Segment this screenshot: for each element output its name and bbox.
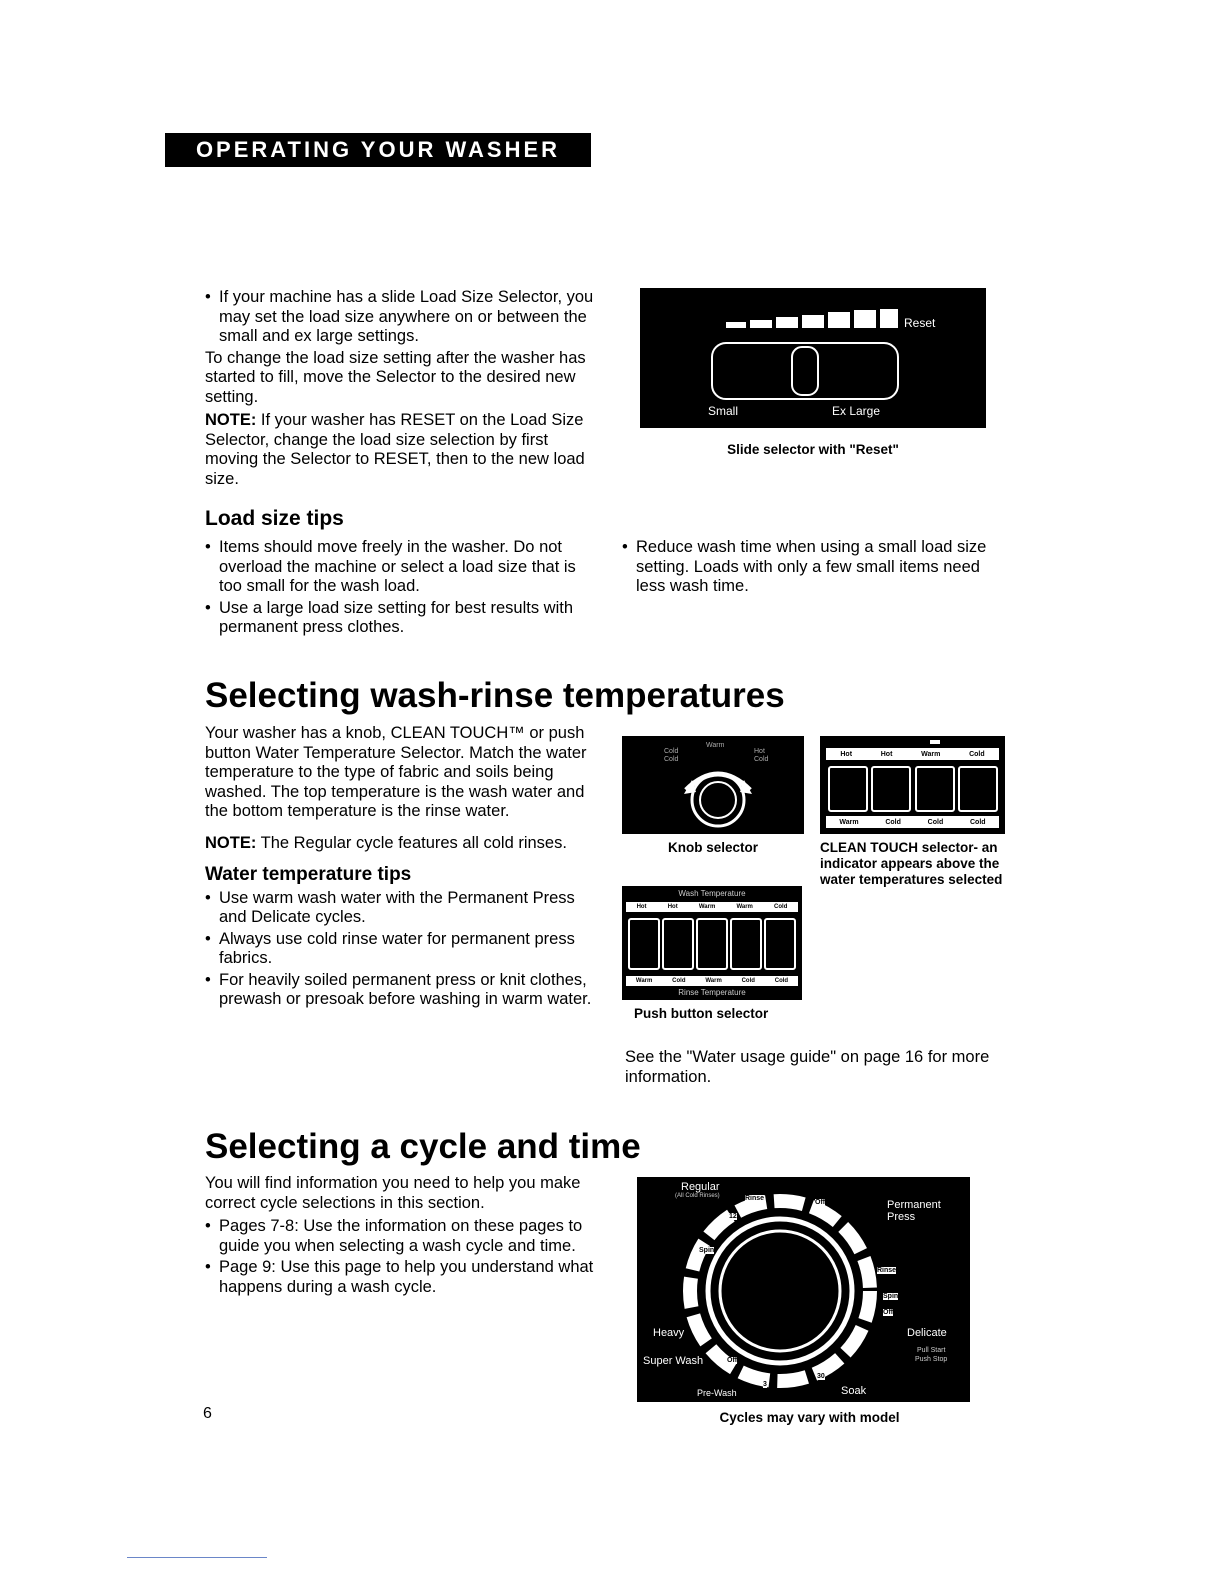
water-tip-item: • For heavily soiled permanent press or knit clothes, prewash or presoak before washing in warm water. [205,971,605,1010]
clean-touch-caption: CLEAN TOUCH selector- an indicator appears above the water temperatures selected [820,840,1003,887]
dial-mark: Off [815,1199,826,1206]
load-intro-bullet: • If your machine has a slide Load Size Selector, you may set the load size anywhere on or between the small and ex large settings. [205,288,600,347]
slide-selector-illustration [640,288,986,428]
temp-buttons [628,918,796,970]
rinse-temp-label: Cold [970,818,986,826]
dial-mark: Rinse [877,1267,897,1274]
wash-temp-label: Hot [636,904,647,910]
temp-button[interactable] [628,918,660,970]
load-intro-paragraph: To change the load size setting after the washer has started to fill, move the Selector to the desired new setting. [205,348,586,406]
knob-label: Cold [664,748,679,755]
cycle-dial-illustration [637,1177,970,1402]
wash-temp-row [626,902,798,912]
soak-label: Soak [841,1385,867,1397]
small-label: Small [708,404,739,418]
rinse-temp-label: Cold [672,978,686,984]
rinse-temp-label: Cold [774,978,789,984]
reset-label: Reset [904,316,936,330]
dial-mark: 12 [729,1213,737,1220]
wash-temp-label: Warm [921,750,941,758]
footer-rule [127,1557,267,1558]
pull-start-label: Pull Start [917,1347,946,1354]
wash-temp-label: Warm [736,904,753,910]
temp-buttons [828,766,998,810]
cycle-text [205,1174,600,1299]
wash-temp-label: Cold [774,904,788,910]
permanent-press-label: Permanent Press [887,1199,941,1223]
rinse-temp-label: Cold [927,818,944,826]
note-text: The Regular cycle features all cold rinses. [256,833,567,852]
wash-temperature-label: Wash Temperature [678,889,746,898]
load-tip-item: • Items should move freely in the washer. Do not overload the machine or select a load size that is too small for the wash load. [205,538,600,597]
note-text: If your washer has RESET on the Load Size Selector, change the load size selection by first moving the Selector to RESET, then to the new load size. [205,411,585,488]
pre-wash-label: Pre-Wash [697,1388,737,1398]
temp-button[interactable] [915,766,955,812]
knob-graphic [622,736,804,834]
delicate-label: Delicate [907,1327,947,1339]
temperatures-text [205,724,605,1012]
water-usage-reference: See the "Water usage guide" on page 16 for more information. [625,1048,990,1086]
knob-label: Cold [664,756,679,763]
water-tip-item: • Use warm wash water with the Permanent Press and Delicate cycles. [205,889,605,928]
temperatures-note [205,834,605,854]
rinse-temp-label: Warm [839,818,859,826]
regular-label: Regular [681,1181,720,1193]
load-intro-note [205,411,600,489]
knob-label: Cold [754,756,769,763]
ex-large-label: Ex Large [832,404,881,418]
heavy-label: Heavy [653,1327,685,1339]
load-tip-item: • Use a large load size setting for best results with permanent press clothes. [205,599,600,638]
rinse-temp-label: Warm [705,978,722,984]
load-tips-heading: Load size tips [205,507,344,530]
wash-temp-row [826,748,999,760]
dial-mark: Off [727,1357,738,1364]
slide-selector-caption: Slide selector with "Reset" [727,442,899,457]
note-label: NOTE: [205,833,257,852]
clean-touch-illustration [820,736,1005,834]
wash-temp-label: Hot [667,904,678,910]
rinse-temp-label: Cold [741,978,755,984]
wash-temp-label: Hot [880,750,893,758]
push-stop-label: Push Stop [915,1356,948,1363]
dial-mark: Spin [883,1293,899,1300]
cycle-bullet: • Pages 7-8: Use the information on these pages to guide you when selecting a wash cycle and time. [205,1217,600,1256]
rinse-temperature-label: Rinse Temperature [678,988,746,997]
temperatures-intro: Your washer has a knob, CLEAN TOUCH™ or push button Water Temperature Selector. Match the water temperature to the type of fabric and soils being washed. The top temperature is the wash water and the bottom temperature is the rinse water. [205,724,587,820]
temperatures-heading: Selecting wash-rinse temperatures [205,676,785,715]
temp-button[interactable] [730,918,762,970]
regular-sublabel: (All Cold Rinses) [675,1193,720,1199]
dial-mark: Off [883,1309,894,1316]
note-label: NOTE: [205,411,257,429]
section-banner: OPERATING YOUR WASHER [165,133,591,167]
knob-selector-caption: Knob selector [667,840,759,855]
push-button-illustration [622,886,802,1000]
wash-temp-label: Warm [698,904,716,910]
rinse-temp-row [826,816,999,828]
load-intro [205,288,600,493]
dial-mark: Spin [699,1247,715,1254]
knob-label: Warm [706,742,725,749]
wash-temp-label: Cold [969,750,985,758]
selected-indicator [930,740,940,744]
water-tip-item: • Always use cold rinse water for permanent press fabrics. [205,930,605,969]
temp-button[interactable] [764,918,796,970]
temp-button[interactable] [828,766,868,812]
cycle-intro: You will find information you need to help you make correct cycle selections in this section. [205,1174,581,1212]
knob-label: Hot [754,748,765,755]
temp-button[interactable] [871,766,911,812]
cycle-bullet: • Page 9: Use this page to help you understand what happens during a wash cycle. [205,1258,600,1297]
temp-button[interactable] [696,918,728,970]
knob-selector-illustration [622,736,804,834]
dial-mark: 3 [763,1381,767,1388]
water-tips-heading: Water temperature tips [205,864,412,885]
slide-selector-graphic [640,288,986,428]
dial-mark: Rinse [745,1195,765,1202]
dial-mark: 30 [817,1373,825,1380]
cycle-dial-caption: Cycles may vary with model [719,1410,900,1425]
load-tips-right [622,538,992,599]
load-tips-left [205,538,600,640]
push-button-caption: Push button selector [634,1006,769,1021]
rinse-temp-row [626,976,798,986]
wash-temp-label: Hot [840,750,853,758]
rinse-temp-label: Warm [635,978,653,984]
rinse-temp-label: Cold [885,818,901,826]
super-wash-label: Super Wash [643,1355,704,1367]
temp-button[interactable] [662,918,694,970]
load-tip-item: • Reduce wash time when using a small load size setting. Loads with only a few small items need less wash time. [622,538,992,597]
temp-button[interactable] [958,766,998,812]
cycle-heading: Selecting a cycle and time [205,1127,641,1166]
page-number: 6 [203,1405,212,1422]
